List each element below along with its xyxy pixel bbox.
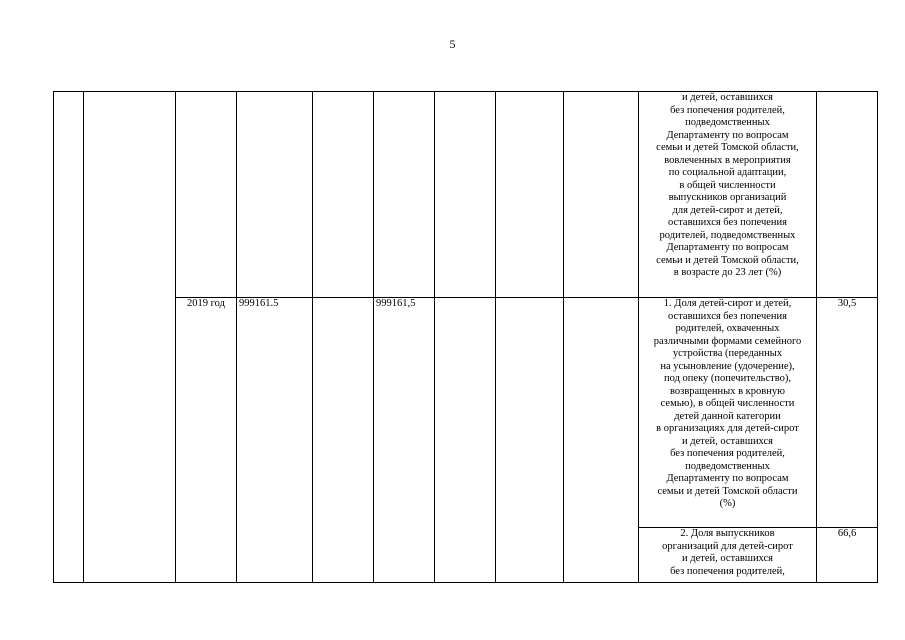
cell-local: [435, 298, 496, 583]
table-row-continued: [54, 92, 878, 298]
cell-total-empty: [237, 92, 313, 298]
page-number: 5: [449, 37, 456, 51]
cell-indicator-2-value: 66,6: [817, 528, 878, 583]
indicator-continued-text: и детей, оставшихся без попечения родителей, подведомственных Департаменту по вопросам семьи и детей Томской области, вовлеченных в мероприятия по социальной адаптации, в общей численности выпускников организаций для детей-сирот и детей, оставшихся без попечения родителей, подведомственных Департаменту по вопросам семьи и детей Томской области, в возрасте до 23 лет (%): [656, 92, 799, 278]
indicator-2-text: 2. Доля выпускников организаций для детей-сирот и детей, оставшихся без попечения родителей,: [662, 528, 793, 577]
cell-year-empty: [176, 92, 237, 298]
cell-other: [496, 298, 564, 583]
cell-local-empty: [435, 92, 496, 298]
cell-indicator-continued: [639, 92, 817, 298]
cell-year: 2019 год: [176, 298, 237, 583]
cell-federal: [313, 298, 374, 583]
cell-other-empty: [496, 92, 564, 298]
cell-federal-empty: [313, 92, 374, 298]
cell-indicator-1-value: 30,5: [817, 298, 878, 528]
cell-executor: [564, 298, 639, 583]
cell-indicator-2: [639, 528, 817, 583]
program-table: [53, 91, 878, 583]
cell-task: [84, 92, 176, 583]
table-row-2019: [54, 298, 878, 528]
cell-indicator-continued-value: [817, 92, 878, 298]
cell-indicator-1: [639, 298, 817, 528]
cell-total: 999161.5: [237, 298, 313, 583]
indicator-1-text: 1. Доля детей-сирот и детей, оставшихся без попечения родителей, охваченных различными формами семейного устройства (переданных на усыновление (удочерение), под опеку (попечительство), возвращенных в кровную семью), в общей численности детей данной категории в организациях для детей-сирот и детей, оставшихся без попечения родителей, подведомственных Департаменту по вопросам семьи и детей Томской области (%): [653, 298, 802, 509]
cell-executor-empty: [564, 92, 639, 298]
cell-regional-empty: [374, 92, 435, 298]
cell-regional: 999161,5: [374, 298, 435, 583]
cell-index: [54, 92, 84, 583]
